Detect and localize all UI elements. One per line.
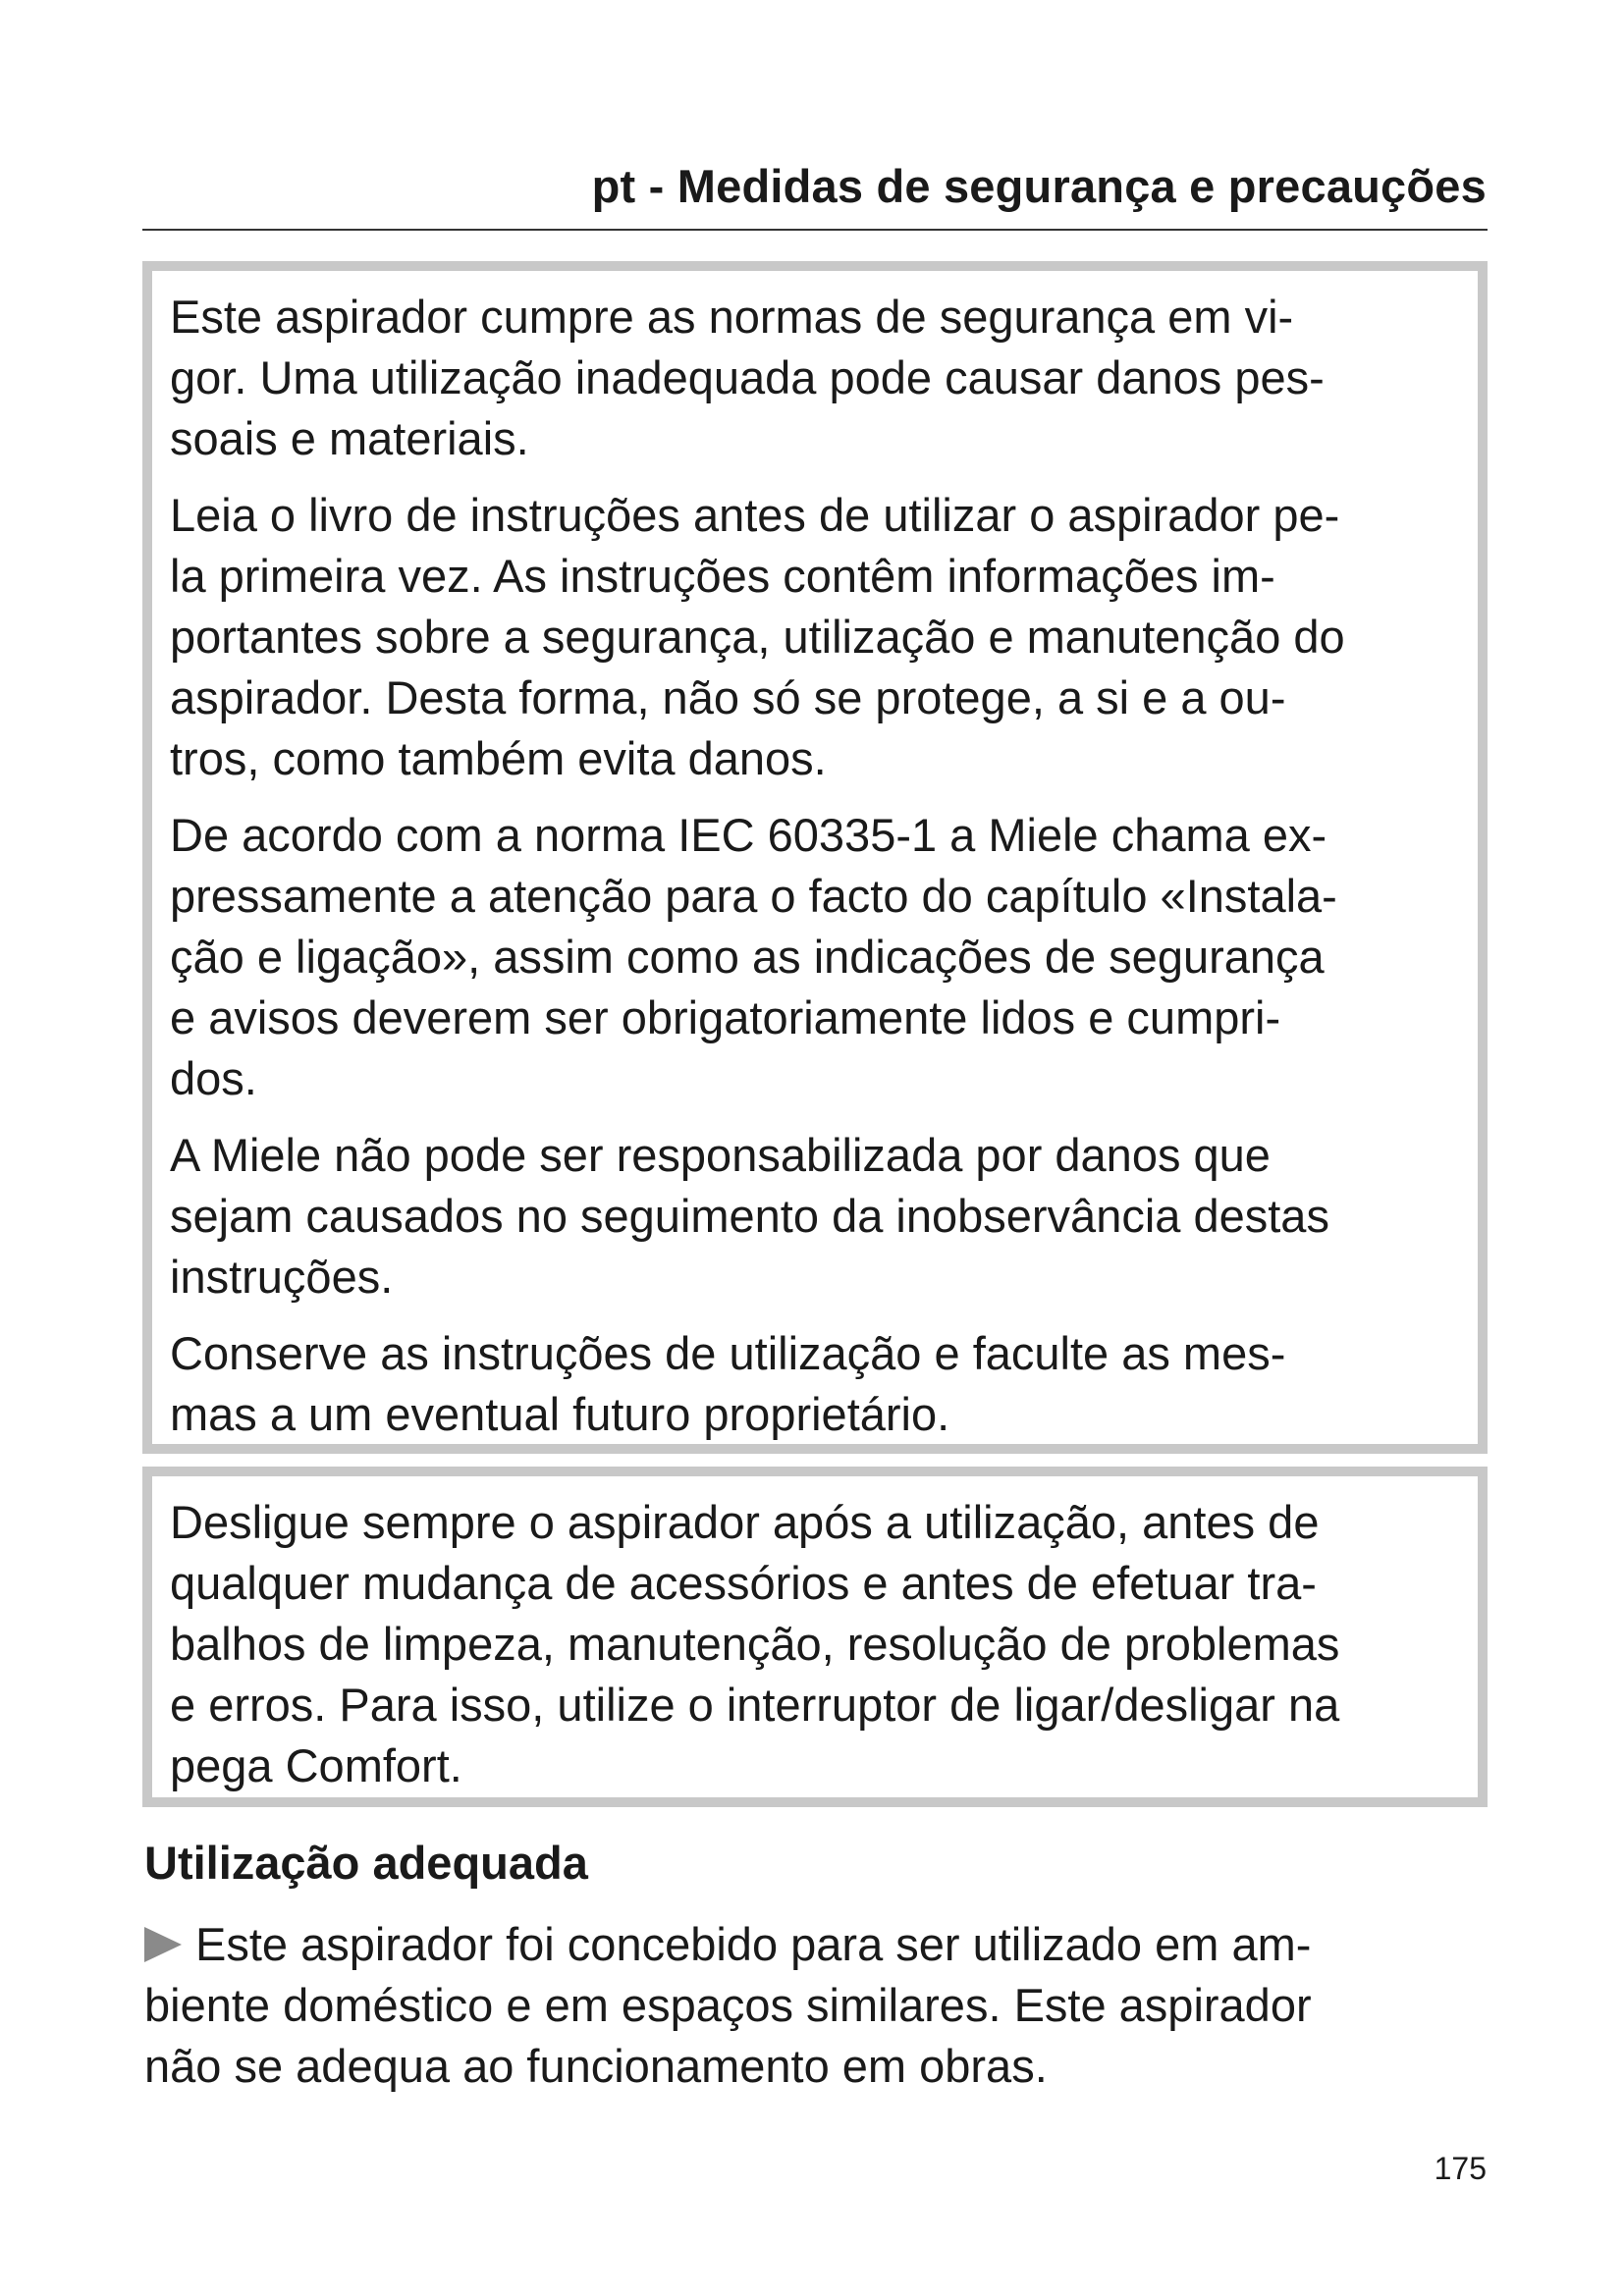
notice-paragraph-keep-instructions: Conserve as instruções de utilização e faculte as mes- mas a um eventual futuro proprietário. bbox=[170, 1327, 1286, 1440]
section-title-proper-use: Utilização adequada bbox=[144, 1837, 588, 1889]
notice-paragraph-iec-norm: De acordo com a norma IEC 60335-1 a Miele chama ex- pressamente a atenção para o facto do capítulo «Instala- ção e ligação», assim como as indicações de segurança e avisos deverem ser obrigatoriamente lidos e cumpri- dos. bbox=[170, 809, 1337, 1104]
header-divider bbox=[142, 229, 1488, 231]
notice-paragraph-liability: A Miele não pode ser responsabilizada por danos que sejam causados no seguimento da inobservância destas instruções. bbox=[170, 1129, 1329, 1303]
notice-paragraph-switch-off: Desligue sempre o aspirador após a utilização, antes de qualquer mudança de acessórios e antes de efetuar tra- balhos de limpeza, manutenção, resolução de problemas e erros. Para isso, utilize o interruptor de ligar/desligar na pega Comfort. bbox=[170, 1496, 1340, 1791]
triangle-right-icon bbox=[144, 1927, 182, 1962]
page-header-title: pt - Medidas de segurança e precauções bbox=[591, 160, 1487, 212]
switch-off-notice-box bbox=[142, 1467, 1488, 1807]
page-number: 175 bbox=[1434, 2151, 1487, 2186]
proper-use-bullet-item bbox=[144, 1914, 1489, 2097]
proper-use-text: Este aspirador foi concebido para ser utilizado em am- biente doméstico e em espaços similares. Este aspirador não se adequa ao funcionamento em obras. bbox=[144, 1918, 1312, 2092]
safety-notice-box bbox=[142, 261, 1488, 1454]
notice-paragraph-safety-standards: Este aspirador cumpre as normas de segurança em vi- gor. Uma utilização inadequada pode causar danos pes- soais e materiais. bbox=[170, 291, 1325, 464]
notice-paragraph-read-instructions: Leia o livro de instruções antes de utilizar o aspirador pe- la primeira vez. As instruções contêm informações im- portantes sobre a segurança, utilização e manutenção do aspirador. Desta forma, não só se protege, a si e a ou- tros, como também evita danos. bbox=[170, 489, 1345, 784]
